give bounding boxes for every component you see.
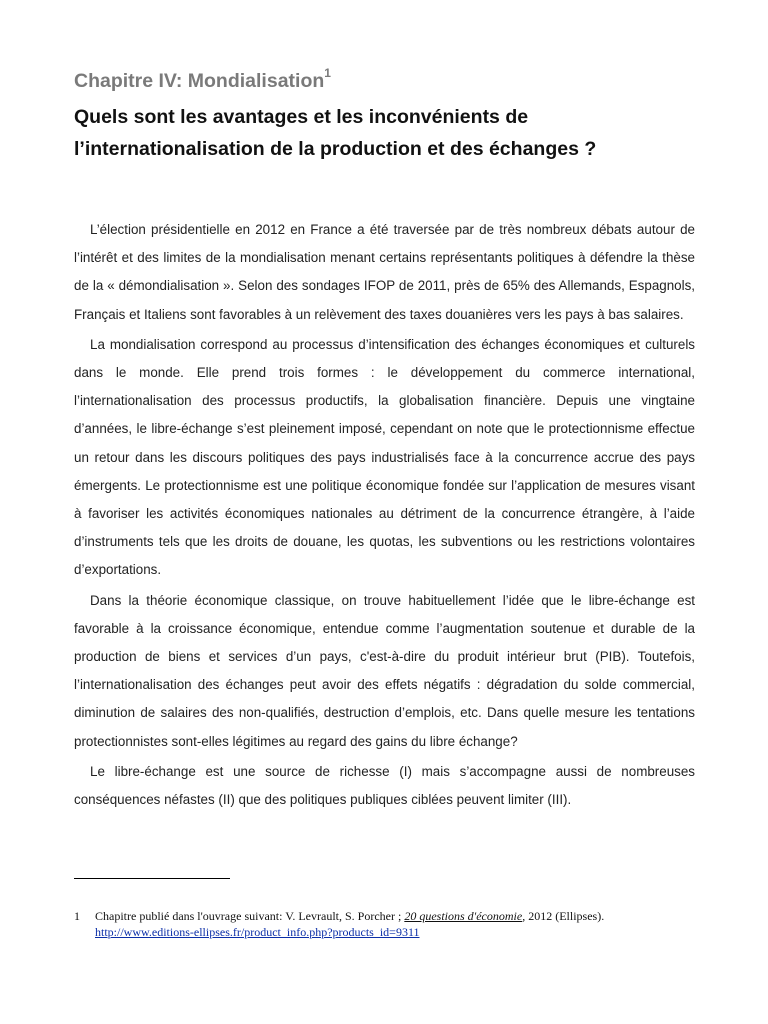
body-text	[74, 216, 695, 816]
footnote-reference[interactable]: 1	[324, 65, 331, 80]
paragraph-theory: Dans la théorie économique classique, on trouve habituellement l’idée que le libre-échange est favorable à la croissance économique, entendue comme l’augmentation soutenue et durable de la production de biens et services d’un pays, c'est-à-dire du produit intérieur brut (PIB). Toutefois, l’internationalisation des échanges peut avoir des effets négatifs : dégradation du solde commercial, diminution de salaires des non-qualifiés, destruction d’emplois, etc. Dans quelle mesure les tentations protectionnistes sont-elles légitimes au regard des gains du libre échange?	[74, 592, 695, 749]
footnote-book-title: 20 questions d'économie	[404, 909, 523, 923]
footnote-body	[95, 908, 715, 940]
paragraph-plan: Le libre-échange est une source de richesse (I) mais s’accompagne aussi de nombreuses conséquences néfastes (II) que des politiques publiques ciblées peuvent limiter (III).	[74, 763, 695, 808]
chapter-question: Quels sont les avantages et les inconvénients de l’internationalisation de la production et des échanges ?	[74, 106, 597, 160]
footnote-text-after: , 2012 (Ellipses).	[522, 909, 605, 923]
footnote-number: 1	[74, 909, 80, 923]
footnote-text-before: Chapitre publié dans l'ouvrage suivant: V. Levrault, S. Porcher ;	[95, 909, 405, 923]
footnote-link[interactable]: http://www.editions-ellipses.fr/product_info.php?products_id=9311	[95, 925, 420, 939]
chapter-title	[74, 65, 331, 93]
footnote-separator	[74, 878, 230, 879]
paragraph-definition: La mondialisation correspond au processus d’intensification des échanges économiques et culturels dans le monde. Elle prend trois formes : le développement du commerce international, l’internationalisation des processus productifs, la globalisation financière. Depuis une vingtaine d’années, le libre-échange s’est pleinement imposé, cependant on note que le protectionnisme effectue un retour dans les discours politiques des pays industrialisés face à la concurrence accrue des pays émergents. Le protectionnisme est une politique économique fondée sur l’application de mesures visant à favoriser les activités économiques nationales au détriment de la concurrence étrangère, à l’aide d’instruments tels que les droits de douane, les quotas, les subventions ou les restrictions volontaires d’exportations.	[74, 336, 695, 578]
chapter-title-text: Chapitre IV: Mondialisation	[74, 70, 325, 92]
paragraph-intro: L’élection présidentielle en 2012 en France a été traversée par de très nombreux débats autour de l’intérêt et des limites de la mondialisation menant certains représentants politiques à défendre la thèse de la « démondialisation ». Selon des sondages IFOP de 2011, près de 65% des Allemands, Espagnols, Français et Italiens sont favorables à un relèvement des taxes douanières vers les pays à bas salaires.	[74, 222, 695, 322]
